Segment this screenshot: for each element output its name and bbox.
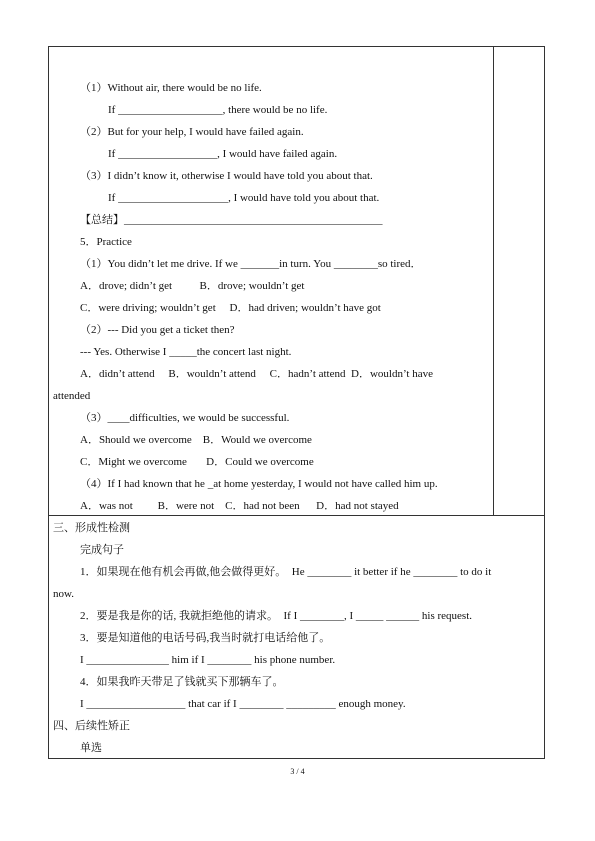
practice-heading: 5．Practice bbox=[80, 236, 132, 248]
text-line: If ____________________, I would have told you about that. bbox=[108, 192, 380, 204]
section-3-heading: 三、形成性检测 bbox=[53, 522, 130, 534]
subheading-single-choice: 单选 bbox=[80, 742, 102, 754]
text-line: I __________________ that car if I ________ _________ enough money. bbox=[80, 698, 406, 710]
text-line: now. bbox=[53, 588, 74, 600]
text-line: If __________________, I would have failed again. bbox=[108, 148, 338, 160]
table-column-divider bbox=[493, 46, 494, 515]
text-line: C．were driving; wouldn’t get D．had driven; wouldn’t have got bbox=[80, 302, 381, 314]
text-line: 2．要是我是你的话, 我就拒绝他的请求。 If I ________, I _____ ______ his request. bbox=[80, 610, 473, 622]
text-line: 3．要是知道他的电话号码,我当时就打电话给他了。 bbox=[80, 632, 331, 644]
text-line: attended bbox=[53, 390, 91, 402]
text-line: （3）I didn’t know it, otherwise I would have told you about that. bbox=[80, 170, 373, 182]
text-line: --- Yes. Otherwise I _____the concert last night. bbox=[80, 346, 292, 358]
text-line: A．drove; didn’t get B．drove; wouldn’t get bbox=[80, 280, 305, 292]
section-4-heading: 四、后续性矫正 bbox=[53, 720, 130, 732]
example-1: （1）Without air, there would be no life. bbox=[80, 82, 262, 94]
page-number: 3 / 4 bbox=[290, 767, 305, 776]
text-line: C．Might we overcome D．Could we overcome bbox=[80, 456, 314, 468]
text-line: （3）____difficulties, we would be successful. bbox=[80, 412, 290, 424]
text-line: A．didn’t attend B．wouldn’t attend C．hadn’t attend D．wouldn’t have bbox=[80, 368, 433, 380]
text-line: （2）--- Did you get a ticket then? bbox=[80, 324, 235, 336]
text-line: （4）If I had known that he _at home yesterday, I would not have called him up. bbox=[80, 478, 438, 490]
table-row-divider bbox=[48, 515, 545, 516]
subheading-complete-sentences: 完成句子 bbox=[80, 544, 124, 556]
text-line: 1．如果现在他有机会再做,他会做得更好。 He ________ it better if he ________ to do it bbox=[80, 566, 492, 578]
text-line: （2）But for your help, I would have failed again. bbox=[80, 126, 304, 138]
text-line: If ___________________, there would be no life. bbox=[108, 104, 328, 116]
text-line: 4．如果我昨天带足了钱就买下那辆车了。 bbox=[80, 676, 284, 688]
text-line: A．was not B．were not C．had not been D．had not stayed bbox=[80, 500, 399, 512]
text-line: A．Should we overcome B．Would we overcome bbox=[80, 434, 312, 446]
text-line: （1）You didn’t let me drive. If we _______in turn. You ________so tired． bbox=[80, 258, 422, 270]
text-line: 【总结】_______________________________________________ bbox=[80, 214, 383, 226]
text-line: I _______________ him if I ________ his phone number. bbox=[80, 654, 336, 666]
